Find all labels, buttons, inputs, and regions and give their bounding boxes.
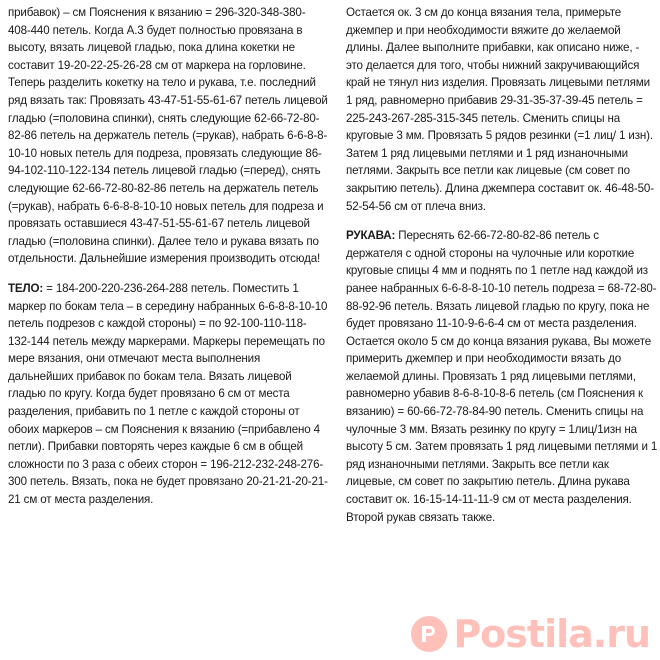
yoke-paragraph: прибавок) – см Пояснения к вязанию = 296-320-348-380-408-440 петель. Когда А.3 будет полностью провязана в высоту, вязать лицевой гладью, пока длина кокетки не составит 19-20-22-25-26-28 см от маркера на горловине. Теперь разделить кокетку на тело и рукава, т.е. последний ряд вязать так: Провязать 43-47-51-55-61-67 петель лицевой гладью (=половина спинки), снять следующие 62-66-72-80-82-86 петель на держатель петель (=рукав), набрать 6-6-8-8-10-10 новых петель для подреза, провязать следующие 86-94-102-110-122-134 петель лицевой гладью (=перед), снять следующие 62-66-72-80-82-86 петель на держатель петель (=рукав), набрать 6-6-8-8-10-10 новых петель для подреза и провязать оставшиеся 43-47-51-55-61-67 петель лицевой гладью (=половина спинки). Далее тело и рукава вязать по отдельности. Дальнейшие измерения производить отсюда! <box>8 6 328 266</box>
postila-watermark <box>411 614 650 654</box>
sleeves-section <box>346 227 658 526</box>
body-heading: ТЕЛО: <box>8 281 44 295</box>
body-finish-paragraph: Остается ок. 3 см до конца вязания тела, примерьте джемпер и при необходимости вяжите до желаемой длины. Далее выполните прибавки, как описано ниже, - это делается для того, чтобы нижний закручивающийся край не тянул низ изделия. Провязать лицевыми петлями 1 ряд, равномерно прибавив 29-31-35-37-39-45 петель = 225-243-267-285-315-345 петель. Сменить спицы на круговые 3 мм. Провязать 5 рядов резинки (=1 лиц/ 1 изн). Затем 1 ряд лицевыми петлями и 1 ряд изнаночными петлями. Закрыть все петли как лицевые (см совет по закрытию петель). Длина джемпера составит ок. 46-48-50-52-54-56 см от плеча вниз. <box>346 6 654 213</box>
right-column <box>346 4 658 538</box>
postila-logo-icon <box>411 616 447 652</box>
sleeves-heading: РУКАВА: <box>346 229 396 243</box>
sleeves-paragraph: Переснять 62-66-72-80-82-86 петель с держателя с одной стороны на чулочные или короткие круговые спицы 4 мм и поднять по 1 петле над каждой из ранее набранных 6-6-8-8-10-10 петель подреза = 68-72-80-88-92-96 петель. Вязать лицевой гладью по кругу, пока не будет провязано 11-10-9-6-6-4 см от места разделения. Остается около 5 см до конца вязания рукава, Вы можете примерить джемпер и при необходимости вязать до желаемой длины. Провязать 1 ряд лицевыми петлями, равномерно убавив 8-6-8-10-8-6 петель (см Пояснения к вязанию) = 60-66-72-78-84-90 петель. Сменить спицы на чулочные 3 мм. Вязать резинку по кругу = 1лиц/1изн на высоту 5 см. Затем провязать 1 ряд лицевыми петлями и 1 ряд изнаночными петлями. Закрыть все петли как лицевые, см совет по закрытию петель. Длина рукава составит ок. 16-15-14-11-11-9 см от места разделения. Второй рукав связать также. <box>346 229 658 524</box>
body-paragraph: = 184-200-220-236-264-288 петель. Поместить 1 маркер по бокам тела – в середину набранных 6-6-8-8-10-10 петель подрезов с каждой стороны) = по 92-100-110-118-132-144 петель между маркерами. Маркеры перемещать по мере вязания, они отмечают места выполнения дальнейших прибавок по бокам тела. Вязать лицевой гладью по кругу. Когда будет провязано 6 см от места разделения, прибавить по 1 петле с каждой стороны от обоих маркеров – см Пояснения к вязанию (=прибавлено 4 петли). Прибавки повторять через каждые 6 см в общей сложности по 3 раза с обеих сторон = 196-212-232-248-276-300 петель. Вязать, пока не будет провязано 20-21-21-20-21-21 см от места разделения. <box>8 281 328 507</box>
body-section <box>8 280 328 509</box>
postila-watermark-text: Postila.ru <box>453 612 650 656</box>
left-column <box>8 4 328 521</box>
